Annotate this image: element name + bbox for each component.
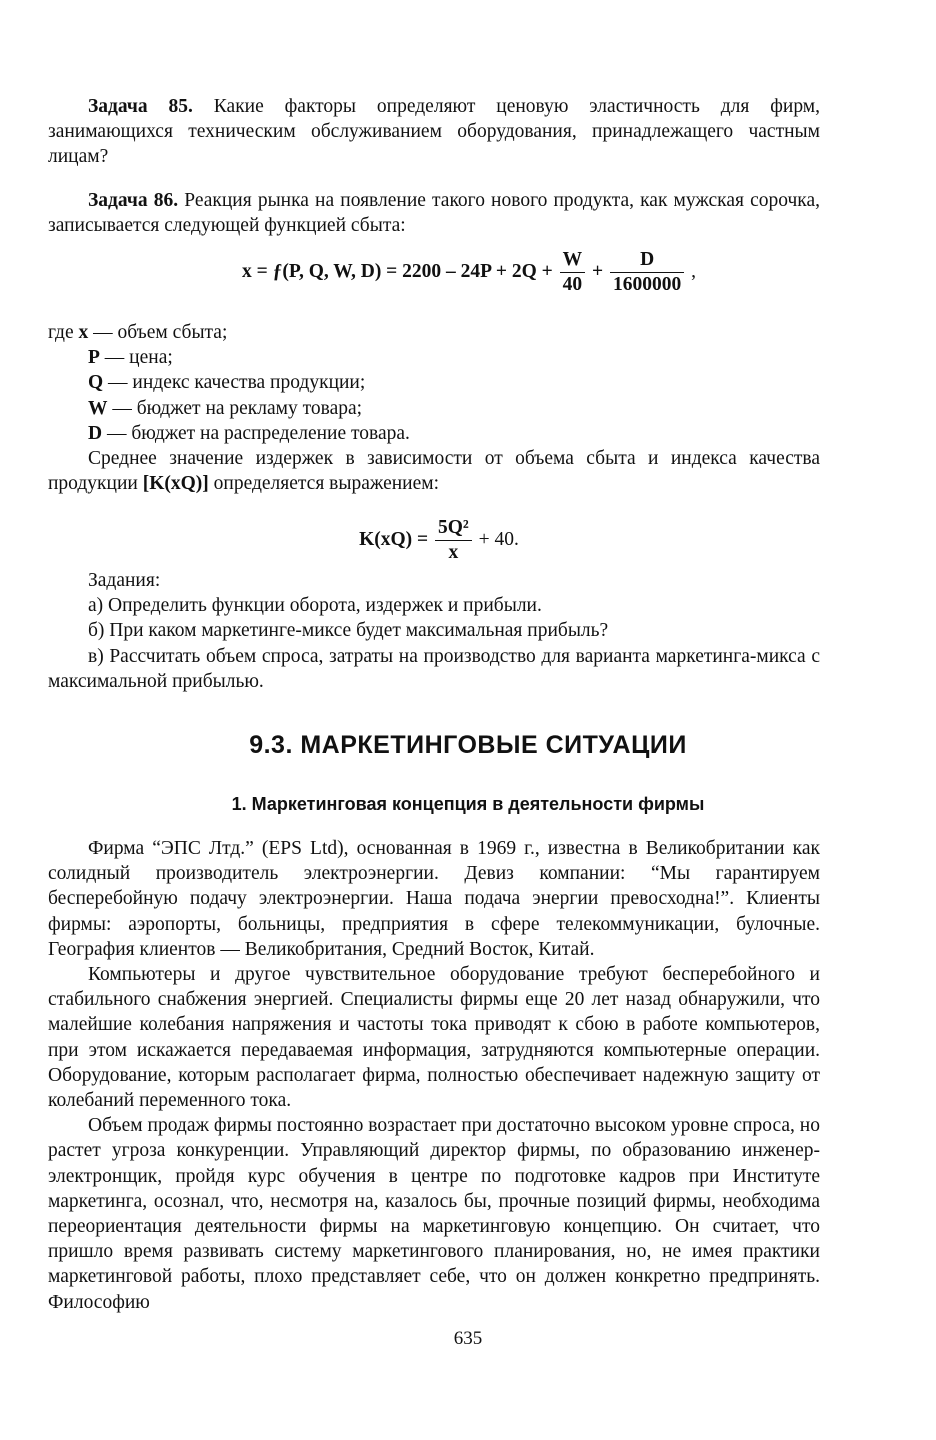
fraction-numerator: 5Q² xyxy=(435,516,472,541)
fraction-denominator: 1600000 xyxy=(613,274,682,295)
definition-x xyxy=(48,320,820,345)
variable-definitions xyxy=(48,320,820,496)
fraction-d-1600000 xyxy=(610,248,684,297)
task-85-paragraph xyxy=(48,94,820,170)
task-item-a: а) Определить функции оборота, издержек и прибыли. xyxy=(88,595,542,617)
definition-symbol: D xyxy=(88,422,103,444)
definition-text: — бюджет на рекламу товара; xyxy=(107,397,363,419)
sales-function-formula xyxy=(48,248,820,297)
case-paragraph-2: Компьютеры и другое чувствительное оборудование требуют бесперебойного и стабильного снабжения энергией. Специалисты фирмы еще 20 лет назад обнаружили, что малейшие колебания напряжения и частоты тока приводят к сбою в работе компьютеров, при этом искажается передаваемая информация, затрудняются компьютерные операции. Оборудование, которым располагает фирма, полностью обеспечивает надежную защиту от колебаний переменного тока. xyxy=(48,964,820,1112)
page-number: 635 xyxy=(453,1328,483,1349)
cost-text-1: Среднее значение издержек в зависимости от объема сбыта и индекса качества продукции xyxy=(48,448,820,495)
definition-text: — индекс качества продукции; xyxy=(103,372,366,394)
fraction-denominator: x xyxy=(448,542,459,563)
fraction-numerator: W xyxy=(560,248,586,273)
fraction-w-40 xyxy=(560,248,586,297)
task-86-paragraph xyxy=(48,188,820,238)
tasks-title: Задания: xyxy=(88,570,161,591)
cost-paragraph xyxy=(48,446,820,496)
task-86-label: Задача 86. xyxy=(88,190,179,211)
formula-plus: + xyxy=(587,260,609,282)
task-item-b: б) При каком маркетинге-миксе будет максимальная прибыль? xyxy=(88,620,609,642)
task-86-block xyxy=(48,188,820,238)
definition-w xyxy=(48,396,820,421)
section-subtitle: 1. Маркетинговая концепция в деятельности фирмы xyxy=(231,794,705,814)
where-prefix: где xyxy=(48,322,79,343)
cost-expression: [K(xQ)] xyxy=(142,473,209,495)
task-85-label: Задача 85. xyxy=(88,96,193,117)
definition-text: — бюджет на распределение товара. xyxy=(102,422,410,444)
definition-symbol: W xyxy=(88,397,108,419)
case-paragraph-3: Объем продаж фирмы постоянно возрастает при достаточно высоком уровне спроса, но растет угроза конкуренции. Управляющий директор фирмы, по образованию инженер-электронщик, пройдя курс обучения в центре по подготовке кадров при Институте маркетинга, осознал, что, несмотря на, казалось бы, прочные позиций фирмы, необходима переориентация деятельности фирмы на маркетинговую концепцию. Он считает, что пришло время развивать систему маркетингового планирования, но, не имея практики маркетинговой работы, плохо представляет себе, что он должен конкретно предпринять. Философию xyxy=(48,1115,820,1313)
section-title: 9.3. МАРКЕТИНГОВЫЕ СИТУАЦИИ xyxy=(249,731,687,759)
definition-text: — объем сбыта; xyxy=(88,322,228,343)
definition-symbol: x xyxy=(78,322,89,343)
fraction-denominator: 40 xyxy=(562,274,583,295)
case-paragraph-1: Фирма “ЭПС Лтд.” (EPS Ltd), основанная в 1969 г., известна в Великобритании как солидный производитель электроэнергии. Девиз компании: “Мы гарантируем бесперебойную подачу электроэнергии. Наша подача энергии превосходна!”. Клиенты фирмы: аэропорты, больницы, предприятия в сфере телекоммуникации, булочные. География клиентов — Великобритания, Средний Восток, Китай. xyxy=(48,838,820,960)
definition-symbol: Q xyxy=(88,372,104,394)
definition-symbol: P xyxy=(88,347,100,369)
definition-q xyxy=(48,370,820,395)
task-85-text: Какие факторы определяют ценовую эластичность для фирм, занимающихся техническим обслуживанием оборудования, принадлежащего частным лицам? xyxy=(48,96,820,168)
definition-text: — цена; xyxy=(99,347,173,369)
cost-text-2: определяется выражением: xyxy=(208,473,440,495)
task-85-block xyxy=(48,94,820,170)
case-body xyxy=(48,836,820,1315)
formula-func: ƒ(P, Q, W, D) = 2200 – 24P + 2Q + xyxy=(272,260,558,282)
cost-formula-rhs: + 40. xyxy=(473,528,519,550)
fraction-numerator: D xyxy=(610,248,684,273)
definition-p xyxy=(48,345,820,370)
tasks-list xyxy=(48,568,820,694)
cost-formula xyxy=(48,516,820,565)
definition-d xyxy=(48,421,820,446)
fraction-5q2-x xyxy=(435,516,472,565)
formula-lhs: x = xyxy=(241,260,273,282)
cost-formula-lhs: K(xQ) = xyxy=(359,528,434,550)
formula-end: , xyxy=(686,260,697,282)
task-86-text: Реакция рынка на появление такого нового продукта, как мужская сорочка, записывается следующей функцией сбыта: xyxy=(48,190,820,237)
task-item-c: в) Рассчитать объем спроса, затраты на производство для варианта маркетинга-микса с максимальной прибылью. xyxy=(48,645,820,692)
